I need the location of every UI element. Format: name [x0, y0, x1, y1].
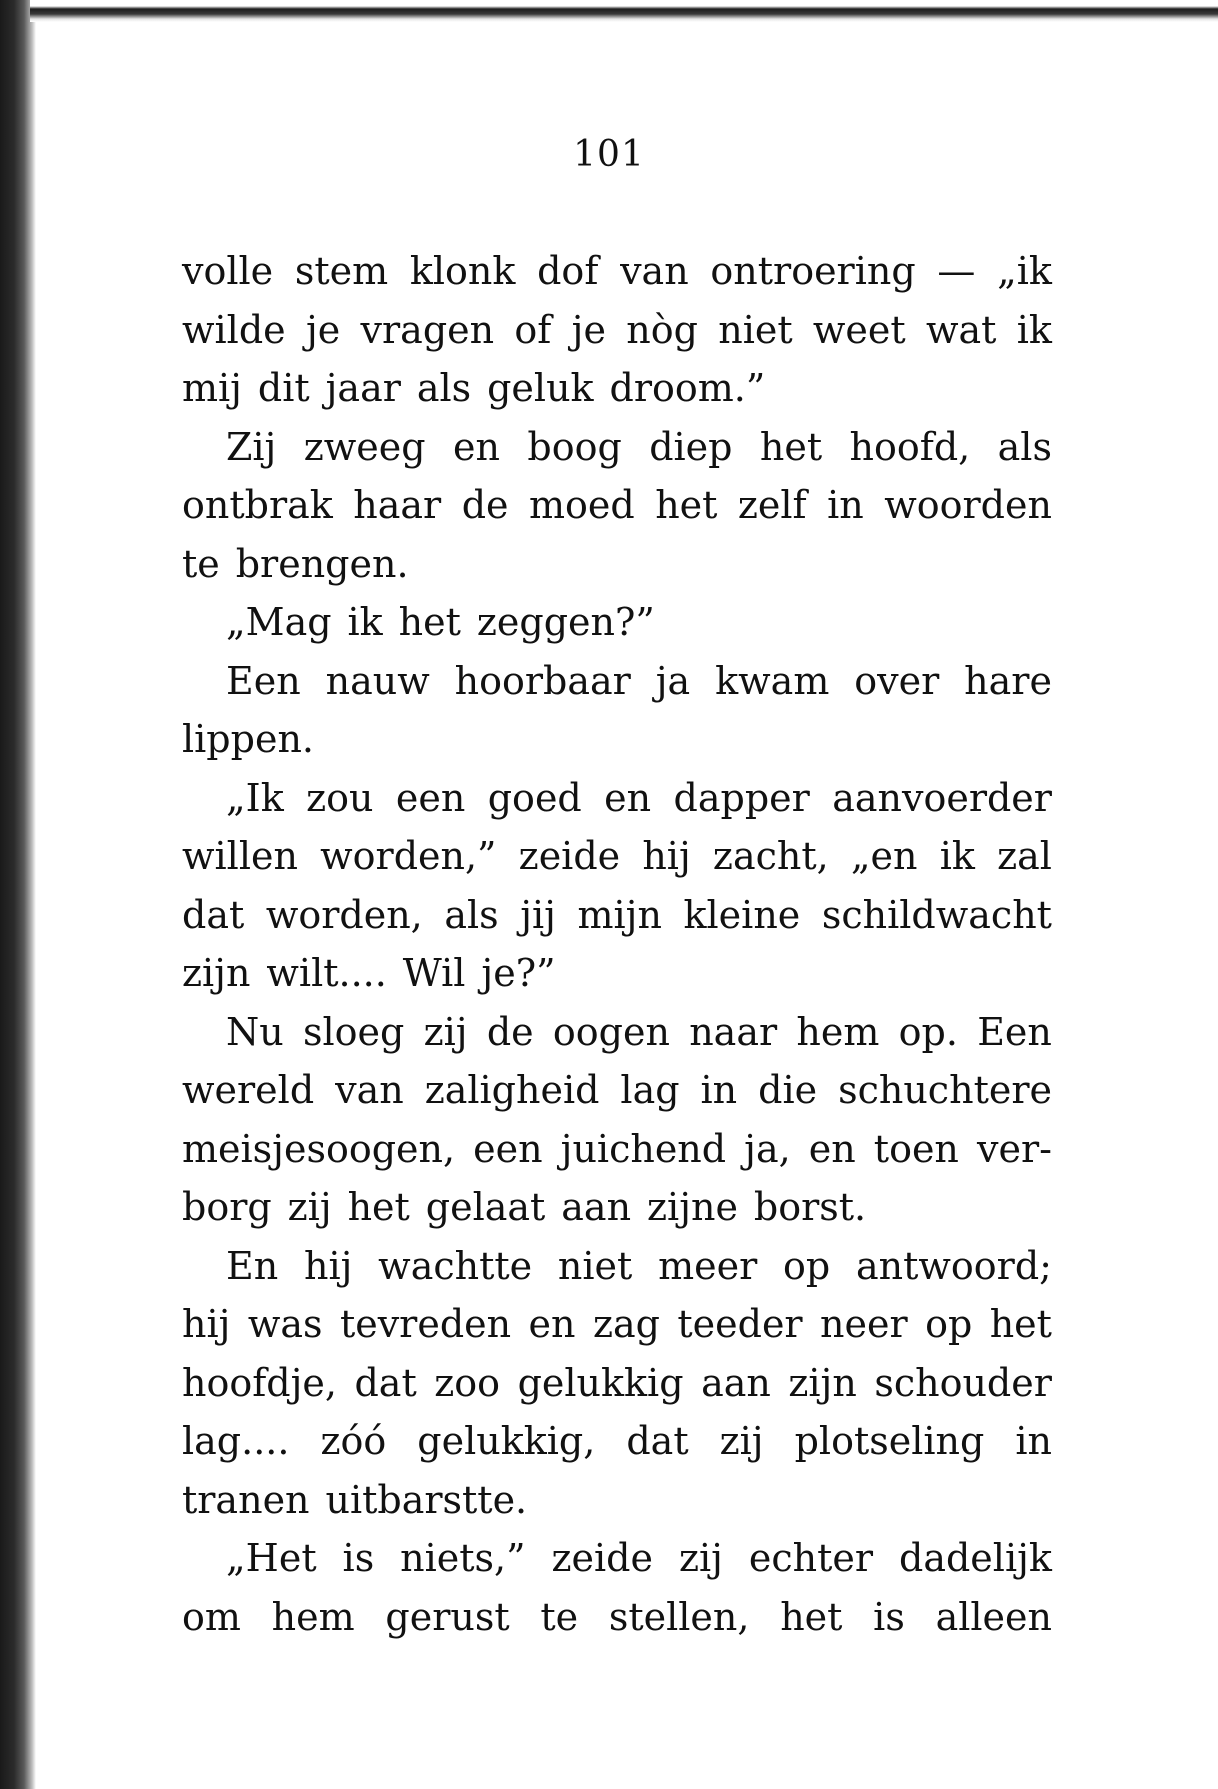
- text-line: [182, 1529, 1052, 1588]
- word: meisjesoogen,: [182, 1126, 456, 1171]
- word: zeggen?”: [476, 600, 655, 644]
- text-line: [182, 1295, 1052, 1354]
- word: willen: [182, 834, 298, 878]
- word: kwam: [715, 658, 830, 703]
- text-line: [182, 1588, 1052, 1647]
- word: aan: [701, 1360, 771, 1405]
- word: zijne: [647, 1185, 738, 1229]
- word: te: [540, 1594, 579, 1639]
- word: toen: [873, 1126, 959, 1171]
- word: jij: [520, 892, 556, 937]
- text-line: [182, 476, 1052, 535]
- word: „Ik: [226, 775, 284, 820]
- word: zij: [423, 1009, 468, 1054]
- word: wat: [925, 307, 997, 352]
- word: diep: [649, 424, 733, 469]
- word: weet: [812, 307, 906, 352]
- text-line: [182, 1237, 1052, 1296]
- word: niet: [718, 307, 793, 352]
- word: op.: [898, 1009, 958, 1054]
- word: zacht,: [712, 834, 829, 878]
- word: hij: [303, 1243, 353, 1288]
- word: het: [398, 600, 461, 644]
- word: het: [347, 1185, 410, 1229]
- word: naar: [689, 1009, 778, 1054]
- text-line: [182, 1354, 1052, 1413]
- word: woorden: [884, 483, 1052, 527]
- word: alleen: [935, 1594, 1052, 1639]
- word: ik: [939, 834, 975, 878]
- word: „en: [850, 834, 918, 878]
- text-line: [182, 827, 1052, 886]
- text-line: [182, 535, 1052, 594]
- word: dat: [354, 1360, 417, 1405]
- word: zal: [997, 834, 1052, 878]
- word: volle: [182, 249, 274, 293]
- word: dapper: [673, 775, 810, 820]
- word: juichend: [560, 1126, 727, 1171]
- word: antwoord;: [855, 1243, 1052, 1288]
- word: je: [305, 307, 341, 352]
- word: lag: [620, 1068, 680, 1112]
- word: stellen,: [608, 1594, 750, 1639]
- word: in: [827, 483, 864, 527]
- word: wachtte: [378, 1243, 533, 1288]
- word: hij: [182, 1302, 231, 1346]
- word: ik: [347, 600, 383, 644]
- word: het: [780, 1594, 843, 1639]
- word: Wil: [402, 951, 466, 995]
- word: neer: [820, 1302, 908, 1346]
- word: dit: [257, 366, 310, 410]
- word: schouder: [874, 1360, 1052, 1405]
- word: een: [473, 1126, 543, 1171]
- text-line: [182, 359, 1052, 418]
- word: stem: [294, 249, 389, 293]
- text-line: [182, 1412, 1052, 1471]
- word: en: [453, 424, 500, 469]
- word: zij: [287, 1185, 332, 1229]
- word: het: [989, 1302, 1052, 1346]
- word: die: [758, 1068, 818, 1112]
- text-line: [182, 1003, 1052, 1062]
- word: droom.”: [609, 366, 766, 410]
- word: als: [997, 424, 1052, 469]
- word: je?”: [481, 951, 556, 995]
- page-number: 101: [573, 134, 645, 175]
- text-line: [182, 886, 1052, 945]
- word: de: [486, 1009, 534, 1054]
- text-line: [182, 1120, 1052, 1179]
- word: zij: [719, 1419, 764, 1463]
- word: zijn: [182, 951, 251, 995]
- word: over: [854, 658, 940, 703]
- word: zaligheid: [424, 1068, 600, 1112]
- word: teeder: [677, 1302, 803, 1346]
- word: op: [925, 1302, 973, 1346]
- word: borst.: [753, 1185, 867, 1229]
- word: om: [182, 1594, 241, 1639]
- word: „ik: [997, 249, 1052, 293]
- text-line: [182, 710, 1052, 769]
- word: het: [759, 424, 823, 469]
- word: moed: [528, 483, 635, 527]
- word: van: [335, 1068, 404, 1112]
- word: de: [461, 483, 509, 527]
- word: ontbrak: [182, 483, 333, 527]
- text-line: [182, 1178, 1052, 1237]
- word: zelf: [737, 483, 807, 527]
- word: zijn: [788, 1360, 857, 1405]
- word: hoofdje,: [182, 1360, 337, 1405]
- text-line: [182, 242, 1052, 301]
- word: of: [514, 307, 552, 352]
- word: in: [1015, 1419, 1052, 1463]
- word: zeide: [551, 1536, 653, 1580]
- word: het: [655, 483, 718, 527]
- word: gelaat: [425, 1185, 546, 1229]
- body-text: [182, 242, 1052, 1646]
- word: in: [700, 1068, 738, 1112]
- word: wilt....: [266, 951, 387, 995]
- word: hij: [642, 834, 691, 878]
- word: als: [444, 892, 499, 937]
- word: wilde: [182, 307, 286, 352]
- word: klonk: [409, 249, 516, 293]
- word: zóó: [320, 1419, 387, 1463]
- word: dadelijk: [899, 1536, 1052, 1580]
- word: als: [416, 366, 472, 410]
- word: „Mag: [226, 600, 332, 644]
- word: meer: [658, 1243, 758, 1288]
- word: Een: [226, 658, 301, 703]
- word: hem: [796, 1009, 880, 1054]
- word: En: [226, 1243, 279, 1288]
- word: Een: [977, 1009, 1052, 1054]
- word: lippen.: [182, 717, 314, 761]
- word: sloeg: [302, 1009, 405, 1054]
- page-top-edge: [30, 0, 1218, 22]
- word: schuchtere: [838, 1068, 1052, 1112]
- word: echter: [748, 1536, 874, 1580]
- word: en: [528, 1302, 576, 1346]
- word: een: [395, 775, 466, 820]
- word: zij: [678, 1536, 723, 1580]
- page-gutter: [0, 0, 36, 1789]
- word: is: [342, 1536, 375, 1580]
- word: nauw: [325, 658, 430, 703]
- word: Zij: [226, 424, 277, 469]
- word: gerust: [385, 1594, 510, 1639]
- word: was: [247, 1302, 323, 1346]
- word: aan: [561, 1185, 632, 1229]
- word: te: [182, 541, 220, 586]
- word: ver-: [976, 1126, 1052, 1171]
- word: op: [783, 1243, 831, 1288]
- word: van: [620, 249, 689, 293]
- text-line: [182, 301, 1052, 360]
- word: oogen: [552, 1009, 670, 1054]
- word: kleine: [683, 892, 801, 937]
- word: tranen: [182, 1477, 310, 1522]
- word: mij: [182, 366, 242, 410]
- word: boog: [527, 424, 622, 469]
- word: aanvoerder: [832, 775, 1052, 820]
- text-line: [182, 769, 1052, 828]
- word: ja,: [744, 1126, 791, 1171]
- word: niets,”: [400, 1536, 526, 1580]
- word: dat: [626, 1419, 689, 1463]
- word: mijn: [577, 892, 662, 937]
- word: jaar: [325, 366, 401, 410]
- word: geluk: [487, 366, 594, 410]
- word: schildwacht: [821, 892, 1052, 937]
- word: ontroering: [710, 249, 916, 293]
- word: wereld: [182, 1068, 315, 1112]
- text-line: [182, 1471, 1052, 1530]
- word: brengen.: [235, 541, 409, 586]
- word: en: [808, 1126, 856, 1171]
- word: nòg: [626, 307, 698, 352]
- text-line: [182, 593, 1052, 652]
- word: ja: [655, 658, 691, 703]
- word: je: [571, 307, 606, 352]
- word: gelukkig,: [417, 1419, 596, 1463]
- word: niet: [557, 1243, 633, 1288]
- text-line: [182, 944, 1052, 1003]
- word: vragen: [360, 307, 495, 352]
- text-line: [182, 418, 1052, 477]
- word: worden,: [265, 892, 423, 937]
- word: hem: [271, 1594, 355, 1639]
- word: zeide: [518, 834, 621, 878]
- word: worden,”: [320, 834, 497, 878]
- word: —: [937, 249, 976, 293]
- word: Nu: [226, 1009, 284, 1054]
- word: zweeg: [303, 424, 426, 469]
- word: tevreden: [339, 1302, 512, 1346]
- word: dat: [182, 892, 245, 937]
- word: hoofd,: [849, 424, 971, 469]
- word: borg: [182, 1185, 272, 1229]
- word: en: [604, 775, 652, 820]
- word: is: [873, 1594, 905, 1639]
- word: zag: [592, 1302, 660, 1346]
- word: plotseling: [794, 1419, 985, 1463]
- word: hoorbaar: [454, 658, 631, 703]
- word: gelukkig: [517, 1360, 684, 1405]
- word: goed: [487, 775, 582, 820]
- word: zou: [306, 775, 374, 820]
- word: hare: [964, 658, 1052, 703]
- word: haar: [353, 483, 442, 527]
- text-line: [182, 1061, 1052, 1120]
- word: dof: [537, 249, 599, 293]
- word: uitbarstte.: [325, 1477, 528, 1522]
- word: ik: [1016, 307, 1052, 352]
- word: zoo: [434, 1360, 501, 1405]
- text-line: [182, 652, 1052, 711]
- word: lag....: [182, 1419, 290, 1463]
- word: „Het: [226, 1536, 317, 1580]
